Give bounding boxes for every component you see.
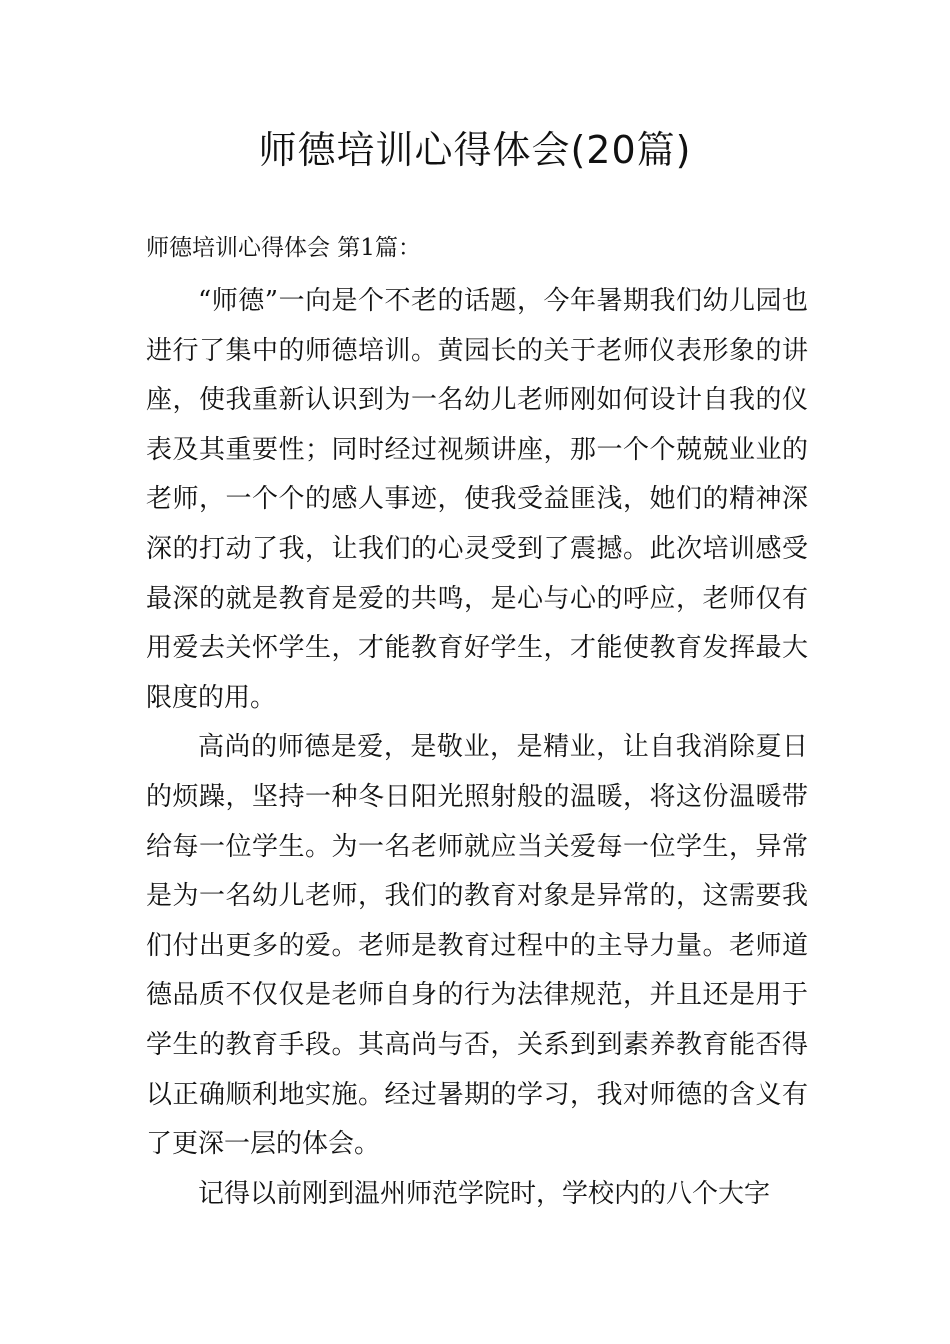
paragraph: 记得以前刚到温州师范学院时，学校内的八个大字 — [198, 1178, 771, 1209]
document-body — [146, 277, 808, 1219]
document-title: 师德培训心得体会(20篇) — [258, 128, 692, 172]
section-heading: 师德培训心得体会 第1篇： — [146, 235, 421, 261]
paragraph: 高尚的师德是爱，是敬业，是精业，让自我消除夏日的烦躁，坚持一种冬日阳光照射般的温暖，将这份温暖带给每一位学生。为一名老师就应当关爱每一位学生，异常是为一名幼儿老师，我们的教育对象是异常的，这需要我们付出更多的爱。老师是教育过程中的主导力量。老师道德品质不仅仅是老师自身的行为法律规范，并且还是用于学生的教育手段。其高尚与否，关系到到素养教育能否得以正确顺利地实施。经过暑期的学习，我对师德的含义有了更深一层的体会。 — [146, 732, 808, 1160]
paragraph: “师德”一向是个不老的话题，今年暑期我们幼儿园也进行了集中的师德培训。黄园长的关于老师仪表形象的讲座，使我重新认识到为一名幼儿老师刚如何设计自我的仪表及其重要性；同时经过视频讲座，那一个个兢兢业业的老师，一个个的感人事迹，使我受益匪浅，她们的精神深深的打动了我，让我们的心灵受到了震撼。此次培训感受最深的就是教育是爱的共鸣，是心与心的呼应，老师仅有用爱去关怀学生，才能教育好学生，才能使教育发挥最大限度的用。 — [146, 286, 808, 713]
